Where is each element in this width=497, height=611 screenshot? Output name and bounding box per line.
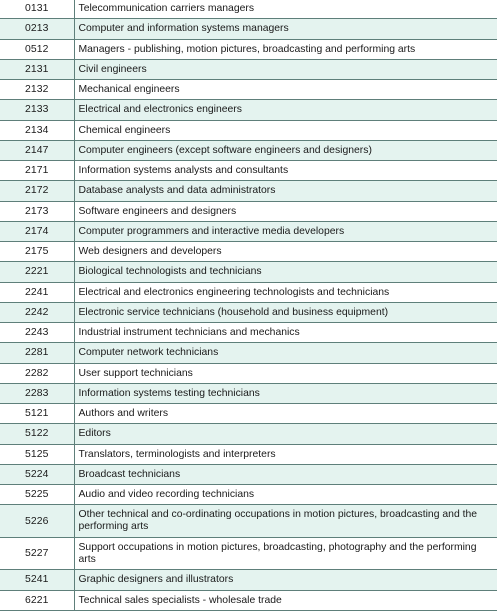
occupation-title-cell: Broadcast technicians — [74, 464, 497, 484]
occupation-title-cell: Electrical and electronics engineering technologists and technicians — [74, 282, 497, 302]
noc-code-cell: 2172 — [0, 181, 74, 201]
noc-code-cell: 2173 — [0, 201, 74, 221]
noc-code-cell: 2283 — [0, 383, 74, 403]
noc-code-cell: 5241 — [0, 570, 74, 590]
occupation-title-cell: Computer engineers (except software engineers and designers) — [74, 140, 497, 160]
table-row — [0, 485, 497, 505]
noc-code-cell: 2243 — [0, 323, 74, 343]
table-row — [0, 302, 497, 322]
occupation-title-cell: Support occupations in motion pictures, broadcasting, photography and the performing arts — [74, 537, 497, 570]
occupation-title-cell: Technical sales specialists - wholesale trade — [74, 590, 497, 610]
occupation-title-cell: Electronic service technicians (household and business equipment) — [74, 302, 497, 322]
table-row — [0, 444, 497, 464]
table-row — [0, 464, 497, 484]
noc-code-cell: 2134 — [0, 120, 74, 140]
table-row — [0, 140, 497, 160]
occupation-title-cell: Chemical engineers — [74, 120, 497, 140]
occupation-title-cell: Other technical and co-ordinating occupations in motion pictures, broadcasting and the performing arts — [74, 505, 497, 538]
occupation-title-cell: User support technicians — [74, 363, 497, 383]
occupation-title-cell: Graphic designers and illustrators — [74, 570, 497, 590]
noc-code-cell: 2242 — [0, 302, 74, 322]
table-row — [0, 120, 497, 140]
occupation-title-cell: Database analysts and data administrators — [74, 181, 497, 201]
table-row — [0, 505, 497, 538]
noc-code-cell: 2171 — [0, 161, 74, 181]
table-row — [0, 383, 497, 403]
occupation-title-cell: Biological technologists and technicians — [74, 262, 497, 282]
noc-code-cell: 2241 — [0, 282, 74, 302]
occupation-title-cell: Managers - publishing, motion pictures, broadcasting and performing arts — [74, 39, 497, 59]
noc-code-cell: 5225 — [0, 485, 74, 505]
noc-code-cell: 2221 — [0, 262, 74, 282]
occupation-title-cell: Civil engineers — [74, 59, 497, 79]
noc-code-cell: 5226 — [0, 505, 74, 538]
occupation-title-cell: Authors and writers — [74, 404, 497, 424]
table-row — [0, 221, 497, 241]
noc-code-cell: 2147 — [0, 140, 74, 160]
noc-code-cell: 5224 — [0, 464, 74, 484]
table-row — [0, 323, 497, 343]
occupation-title-cell: Telecommunication carriers managers — [74, 0, 497, 19]
noc-code-cell: 0131 — [0, 0, 74, 19]
table-row — [0, 242, 497, 262]
occupation-title-cell: Software engineers and designers — [74, 201, 497, 221]
occupation-title-cell: Industrial instrument technicians and mechanics — [74, 323, 497, 343]
table-row — [0, 363, 497, 383]
noc-code-cell: 2282 — [0, 363, 74, 383]
noc-code-cell: 5121 — [0, 404, 74, 424]
table-row — [0, 201, 497, 221]
table-row — [0, 590, 497, 610]
noc-code-cell: 2281 — [0, 343, 74, 363]
noc-code-cell: 5125 — [0, 444, 74, 464]
table-row — [0, 100, 497, 120]
occupation-title-cell: Editors — [74, 424, 497, 444]
table-row — [0, 343, 497, 363]
noc-code-cell: 2174 — [0, 221, 74, 241]
noc-code-cell: 0512 — [0, 39, 74, 59]
table-row — [0, 39, 497, 59]
occupation-title-cell: Information systems analysts and consultants — [74, 161, 497, 181]
table-row — [0, 262, 497, 282]
table-row — [0, 59, 497, 79]
occupation-title-cell: Translators, terminologists and interpreters — [74, 444, 497, 464]
table-row — [0, 161, 497, 181]
occupation-title-cell: Information systems testing technicians — [74, 383, 497, 403]
noc-code-cell: 6221 — [0, 590, 74, 610]
noc-code-cell: 2131 — [0, 59, 74, 79]
occupation-title-cell: Audio and video recording technicians — [74, 485, 497, 505]
table-row — [0, 537, 497, 570]
table-row — [0, 80, 497, 100]
noc-code-cell: 5122 — [0, 424, 74, 444]
noc-code-cell: 0213 — [0, 19, 74, 39]
table-row — [0, 282, 497, 302]
table-row — [0, 570, 497, 590]
table-row — [0, 424, 497, 444]
occupation-title-cell: Computer programmers and interactive media developers — [74, 221, 497, 241]
noc-code-cell: 2132 — [0, 80, 74, 100]
noc-code-cell: 2133 — [0, 100, 74, 120]
occupation-title-cell: Web designers and developers — [74, 242, 497, 262]
occupation-title-cell: Computer network technicians — [74, 343, 497, 363]
table-row — [0, 19, 497, 39]
noc-code-cell: 5227 — [0, 537, 74, 570]
occupation-title-cell: Mechanical engineers — [74, 80, 497, 100]
occupation-title-cell: Electrical and electronics engineers — [74, 100, 497, 120]
table-row — [0, 0, 497, 19]
table-row — [0, 404, 497, 424]
noc-code-cell: 2175 — [0, 242, 74, 262]
table-row — [0, 181, 497, 201]
occupation-title-cell: Computer and information systems managers — [74, 19, 497, 39]
